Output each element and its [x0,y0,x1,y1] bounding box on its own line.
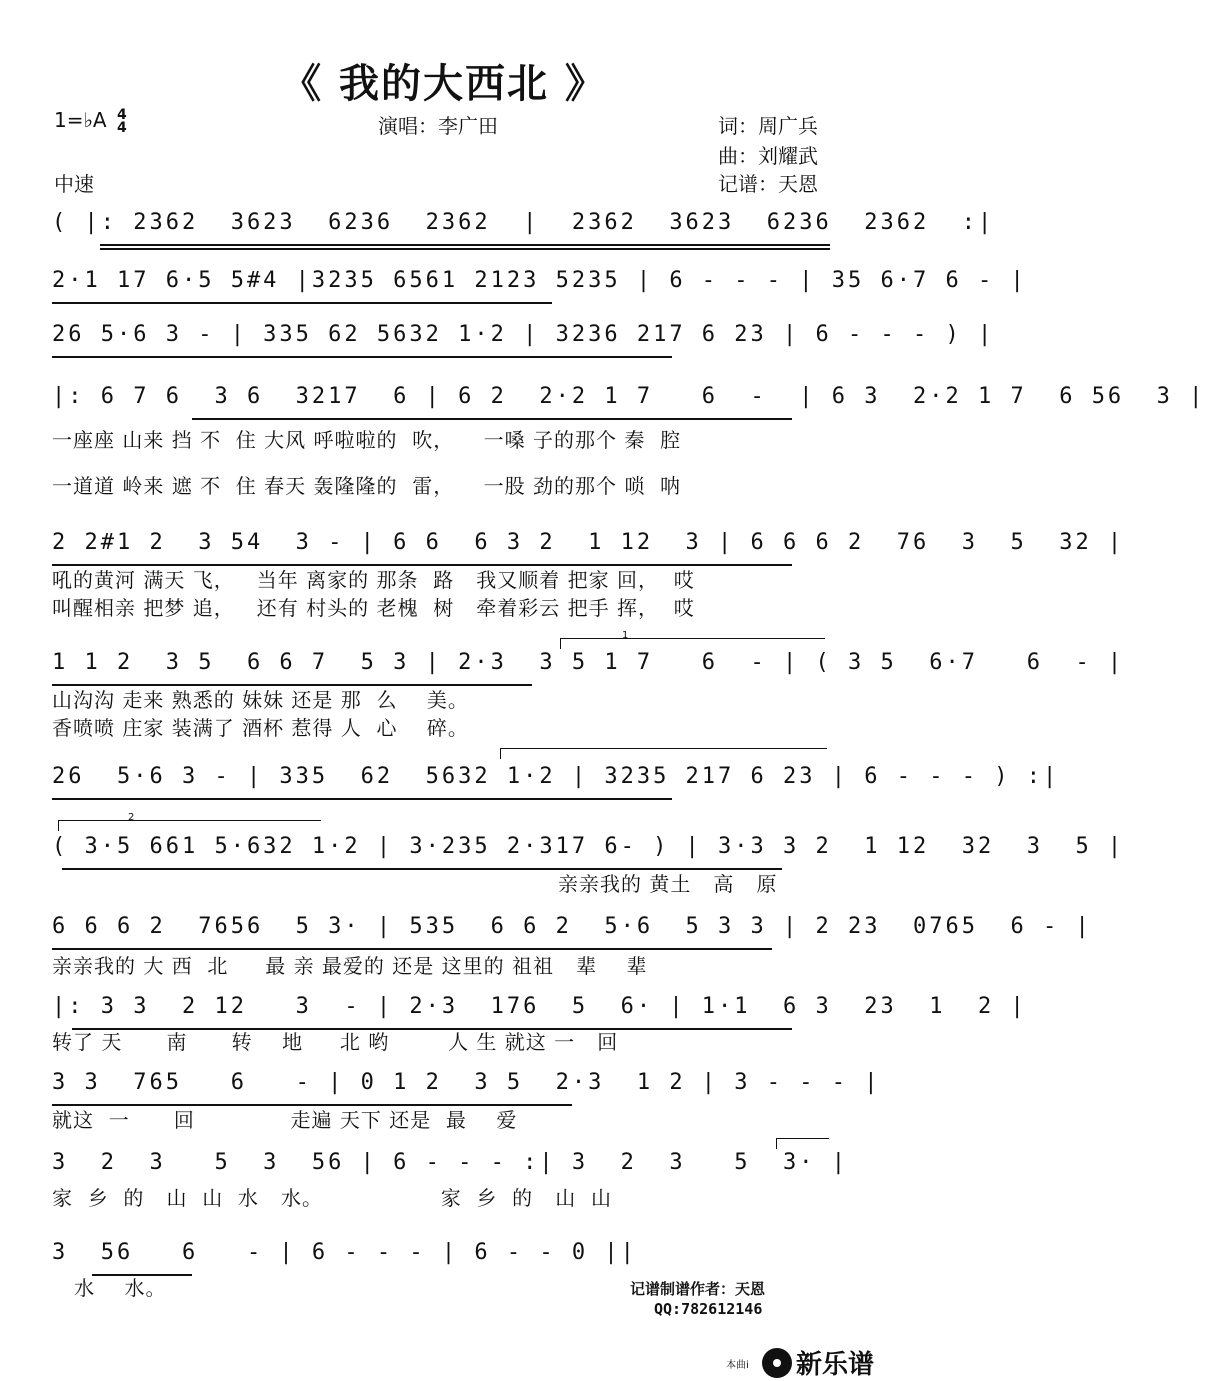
notes: |: 6 7 6 3 6 3217 6 | 6 2 2·2 1 7 6 - | 6 3 2·2 1 7 6 56 3 | [52,384,1205,409]
notes: 3 3 765 6 - | 0 1 2 3 5 2·3 1 2 | 3 - - - | [52,1070,881,1095]
composer: 曲：刘耀武 [718,144,818,168]
lyric-verse2: 叫醒相亲 把梦 追， 还有 村头的 老槐 树 牵着彩云 把手 挥， 哎 [52,596,695,620]
lyric-line: 就这 一 回 走遍 天下 还是 最 爱 [52,1108,518,1132]
qq-number: QQ:782612146 [654,1300,763,1318]
underline [100,248,830,250]
score-line-2 [52,268,1027,308]
notes: 2·1 17 6·5 5#4 |3235 6561 2123 5235 | 6 - - - | 35 6·7 6 - | [52,268,1027,293]
singer: 演唱：李广田 [378,114,498,138]
lyricist: 词：周广兵 [718,114,818,138]
tempo: 中速 [54,172,94,196]
key-signature [54,108,127,135]
notes: ( 3·5 661 5·632 1·2 | 3·235 2·317 6- ) | 3·3 3 2 1 12 32 3 5 | [52,834,1125,859]
notes: 1 1 2 3 5 6 6 7 5 3 | 2·3 3 5 1 7 6 - | ( 3 5 6·7 6 - | [52,650,1125,675]
volta-number: 2 [128,812,135,823]
notes: ( |: 2362 3623 6236 2362 | 2362 3623 6236 2362 :| [52,210,995,235]
underline [100,244,830,246]
lyric-verse1: 吼的黄河 满天 飞， 当年 离家的 那条 路 我又顺着 把家 回， 哎 [52,568,695,592]
underline [52,798,672,800]
lyric-line: 水 水。 [52,1276,167,1300]
score-line-7 [52,764,1060,804]
score-line-9 [52,914,1092,954]
key-text: 1=♭A [54,108,107,132]
notes: 26 5·6 3 - | 335 62 5632 1·2 | 3236 217 6 23 | 6 - - - ) | [52,322,995,347]
notes: 2 2#1 2 3 54 3 - | 6 6 6 3 2 1 12 3 | 6 6 6 2 76 3 5 32 | [52,530,1125,555]
notes: 26 5·6 3 - | 335 62 5632 1·2 | 3235 217 6 23 | 6 - - - ) :| [52,764,1060,789]
repeat-bracket [500,748,827,759]
slur [776,1138,829,1149]
time-bottom: 4 [116,119,127,136]
score-line-13 [52,1240,842,1280]
notes: 6 6 6 2 7656 5 3· | 535 6 6 2 5·6 5 3 3 | 2 23 0765 6 - | [52,914,1092,939]
score-line-3 [52,322,995,362]
score-line-4 [52,384,1205,424]
transcriber: 记谱：天恩 [718,172,818,196]
underline [52,302,552,304]
site-logo [762,1344,874,1381]
logo-text: 新乐谱 [795,1350,874,1380]
footer-small-text: 本曲i [726,1360,749,1371]
volta-number: 1 [622,630,629,641]
song-title: 《 我的大西北 》 [281,61,607,107]
time-top: 4 [116,106,127,123]
volta-bracket-1 [560,638,825,649]
underline [52,356,672,358]
time-signature [116,106,127,136]
record-disc-icon [762,1348,792,1378]
credit-line: 记谱制谱作者：天恩 [630,1280,766,1298]
lyric-verse1: 一座座 山来 挡 不 住 大风 呼啦啦的 吹， 一嗓 子的那个 秦 腔 [52,428,682,452]
lyric-line: 亲亲我的 黄土 高 原 [558,872,778,896]
lyric-verse2: 一道道 岭来 遮 不 住 春天 轰隆隆的 雷， 一股 劲的那个 唢 呐 [52,474,682,498]
notes: |: 3 3 2 12 3 - | 2·3 176 5 6· | 1·1 6 3 23 1 2 | [52,994,1027,1019]
lyric-line: 转了 天 南 转 地 北 哟 人 生 就这 一 回 [52,1030,619,1054]
lyric-line: 家 乡 的 山 山 水 水。 家 乡 的 山 山 [52,1186,612,1210]
lyric-verse2: 香喷喷 庄家 装满了 酒杯 惹得 人 心 碎。 [52,716,469,740]
lyric-verse1: 山沟沟 走来 熟悉的 妹妹 还是 那 么 美。 [52,688,469,712]
score-line-1 [52,210,995,250]
lyric-line: 亲亲我的 大 西 北 最 亲 最爱的 还是 这里的 祖祖 辈 辈 [52,954,648,978]
notes: 3 56 6 - | 6 - - - | 6 - - 0 || [52,1240,637,1265]
notes: 3 2 3 5 3 56 | 6 - - - :| 3 2 3 5 3· | [52,1150,849,1175]
underline [192,418,792,420]
volta-bracket-2 [58,820,321,831]
